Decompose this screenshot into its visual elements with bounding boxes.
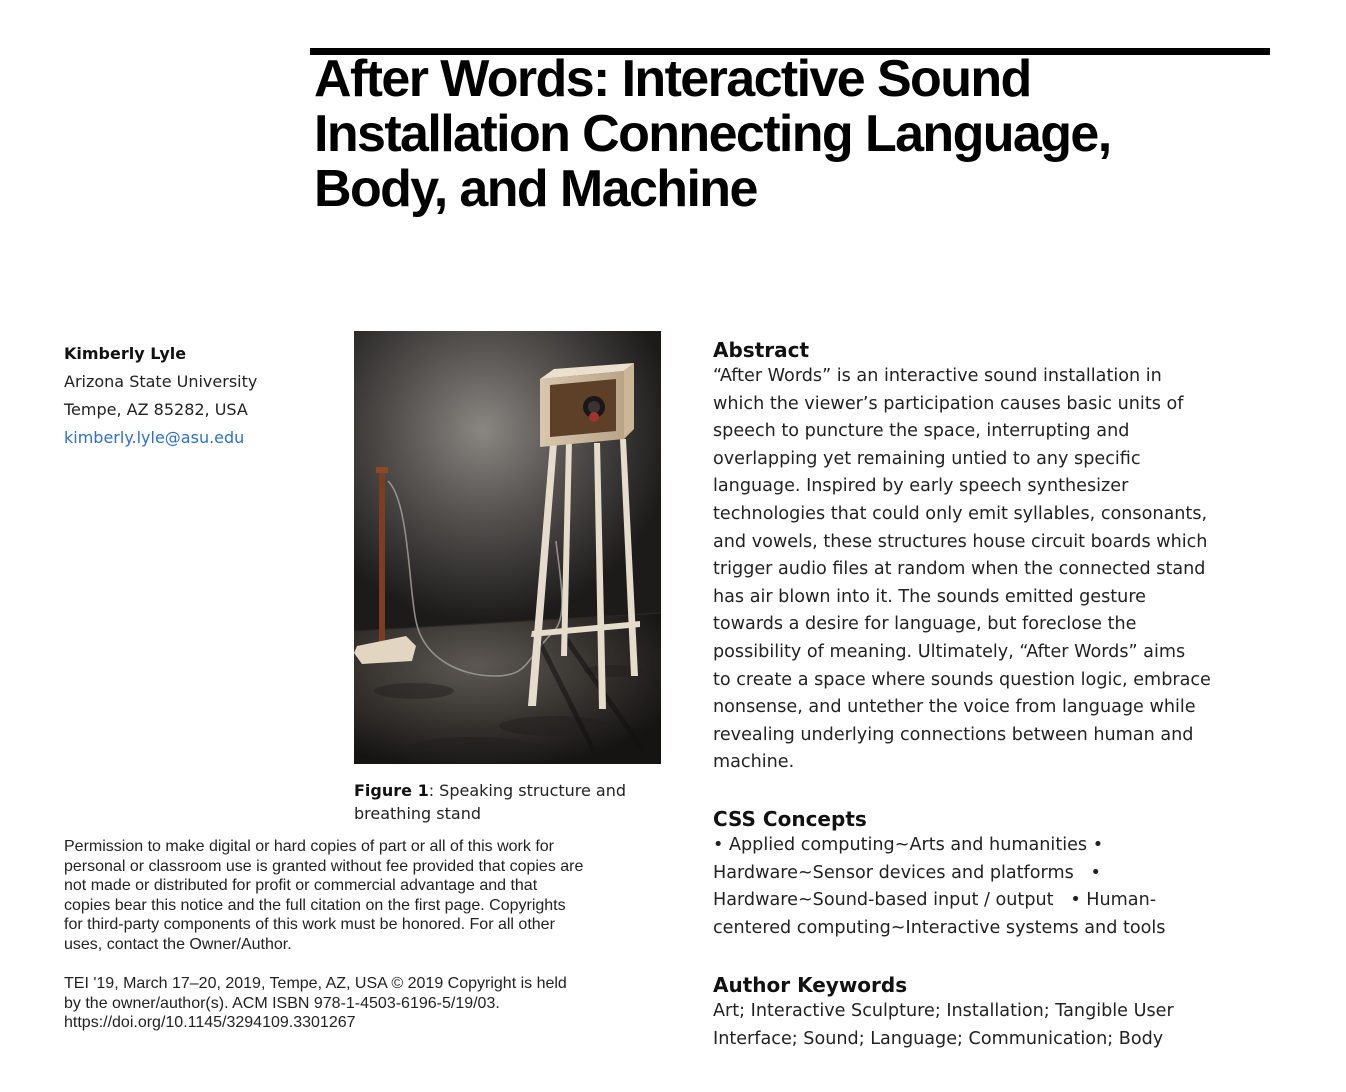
author-location: Tempe, AZ 85282, USA [64,400,248,419]
figure-caption-text: : Speaking structure and [428,781,627,800]
permission-line: personal or classroom use is granted without fee provided that copies are [64,857,584,875]
css-concepts-section [713,806,1313,942]
permission-line: for third-party components of this work must be honored. For all other [64,916,555,934]
doi-link[interactable]: https://doi.org/10.1145/3294109.3301267 [64,1014,356,1032]
permission-notice [64,837,674,955]
abstract-line: has air blown into it. The sounds emitted gesture [713,586,1146,607]
abstract-line: and vowels, these structures house circuit boards which [713,531,1208,552]
abstract-line: towards a desire for language, but foreclose the [713,614,1137,635]
author-keywords-heading: Author Keywords [713,973,908,997]
css-concepts-line: • Applied computing~Arts and humanities • [713,835,1104,855]
breathing-stand-pipe [379,471,385,646]
figure-photo [354,331,661,764]
abstract-line: possibility of meaning. Ultimately, “After Words” aims [713,641,1186,662]
title-line: Body, and Machine [314,160,757,218]
paper-title [314,52,1264,217]
permission-line: not made or distributed for profit or commercial advantage and that [64,877,538,895]
abstract-line: speech to puncture the space, interrupting and [713,421,1130,442]
abstract-line: language. Inspired by early speech synthesizer [713,476,1129,497]
conference-line: by the owner/author(s). ACM ISBN 978-1-4503-6196-5/19/03. [64,994,500,1012]
permission-line: uses, contact the Owner/Author. [64,935,292,953]
title-line: Installation Connecting Language, [314,105,1111,163]
figure-caption-text: breathing stand [354,804,481,823]
title-line: After Words: Interactive Sound [314,50,1031,108]
figure-label: Figure 1 [354,781,429,800]
conference-info [64,974,674,1033]
author-keywords-section [713,972,1313,1053]
abstract-line: trigger audio files at random when the connected stand [713,559,1206,580]
author-keywords-body [713,998,1313,1053]
conference-line: TEI '19, March 17–20, 2019, Tempe, AZ, USA © 2019 Copyright is held [64,975,567,992]
abstract-section [713,337,1313,777]
author-affiliation: Arizona State University [64,372,258,391]
permission-line: copies bear this notice and the full citation on the first page. Copyrights [64,896,566,914]
abstract-line: nonsense, and untether the voice from language while [713,697,1196,718]
abstract-body [713,363,1313,777]
css-concepts-line: Hardware~Sensor devices and platforms • [713,862,1101,883]
author-keywords-line: Art; Interactive Sculpture; Installation; Tangible User [713,1001,1174,1021]
abstract-line: overlapping yet remaining untied to any specific [713,448,1141,469]
css-concepts-line: Hardware~Sound-based input / output • Human- [713,890,1157,911]
installation-photo-illustration [354,331,661,764]
figure-caption [354,779,674,825]
author-keywords-line: Interface; Sound; Language; Communication; Body [713,1028,1164,1049]
abstract-line: “After Words” is an interactive sound installation in [713,366,1162,386]
css-concepts-line: centered computing~Interactive systems and tools [713,917,1166,938]
abstract-line: machine. [713,752,795,773]
abstract-line: which the viewer’s participation causes basic units of [713,393,1184,414]
abstract-line: revealing underlying connections between human and [713,724,1194,745]
css-concepts-heading: CSS Concepts [713,807,867,831]
abstract-heading: Abstract [713,338,810,362]
permission-line: Permission to make digital or hard copies of part or all of this work for [64,838,554,855]
css-concepts-body [713,832,1313,942]
author-email-link[interactable]: kimberly.lyle@asu.edu [64,428,245,447]
abstract-line: technologies that could only emit syllables, consonants, [713,503,1208,524]
author-block [64,340,257,452]
author-name: Kimberly Lyle [64,344,187,363]
abstract-line: to create a space where sounds question logic, embrace [713,669,1211,690]
